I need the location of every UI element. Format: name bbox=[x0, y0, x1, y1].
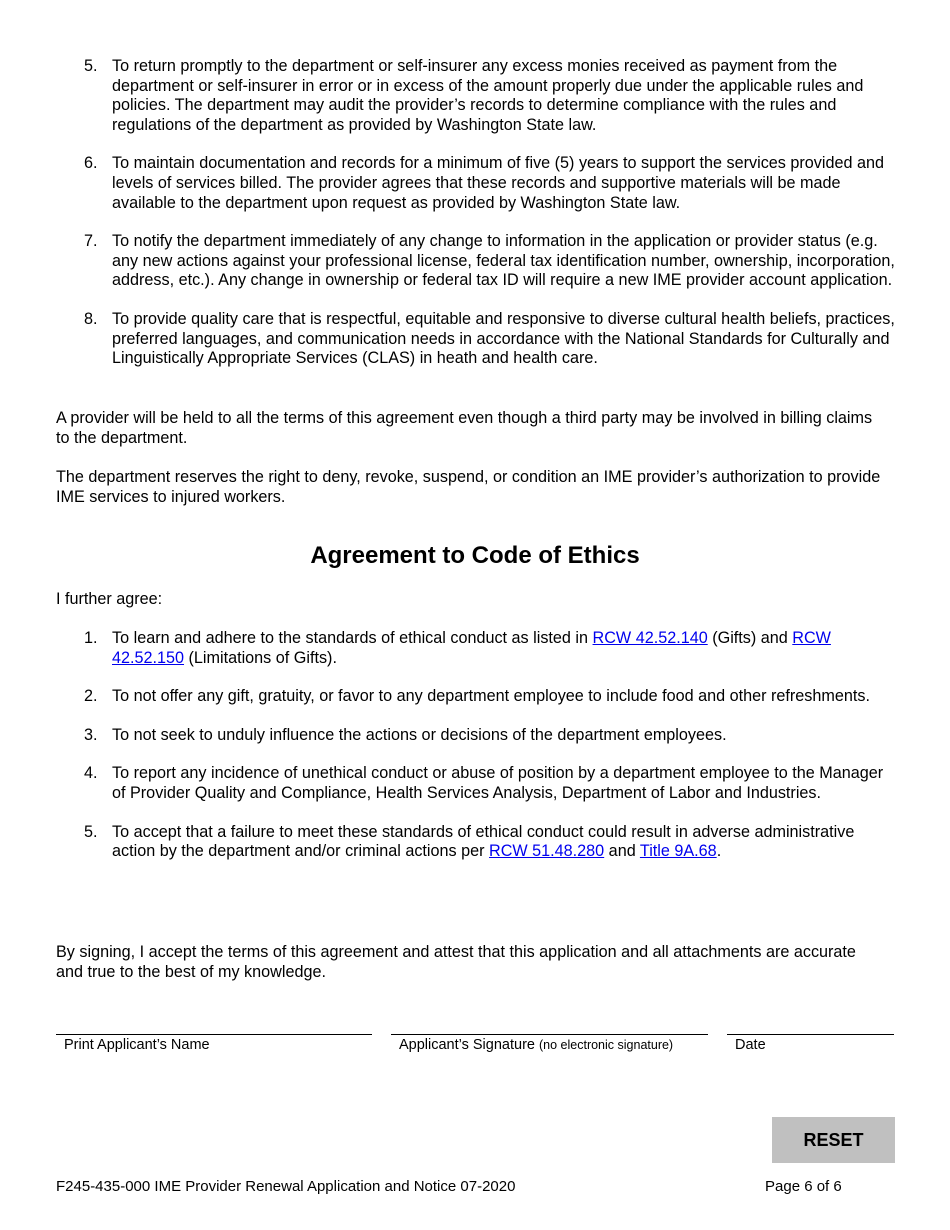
list-text: To return promptly to the department or self-insurer any excess monies received as payment from the department or self-insurer in error or in excess of the amount properly due under the applicable rules and policies. The department may audit the provider’s records to determine compliance with the rules and regulations of the department as provided by Washington State law. bbox=[112, 57, 864, 134]
third-party-paragraph: A provider will be held to all the terms of this agreement even though a third party may be involved in billing claims to the department. bbox=[56, 409, 873, 447]
date-field-label: Date bbox=[735, 1037, 766, 1053]
list-text: To learn and adhere to the standards of ethical conduct as listed in bbox=[112, 629, 593, 647]
page-number: Page 6 of 6 bbox=[765, 1178, 842, 1195]
name-field-label: Print Applicant’s Name bbox=[64, 1037, 210, 1053]
list-text: To maintain documentation and records for a minimum of five (5) years to support the services provided and levels of services billed. The provider agrees that these records and supportive materials will be made available to the department upon request as provided by Washington State law. bbox=[112, 154, 884, 212]
signature-label-text: Applicant’s Signature bbox=[399, 1037, 535, 1053]
list-text: To notify the department immediately of any change to information in the application or provider status (e.g. any new actions against your professional license, federal tax identification number, ownership, incorporation, address, etc.). Any change in ownership or federal tax ID will require a new IME provider account application. bbox=[112, 232, 895, 290]
title-9a-68-link[interactable]: Title 9A.68 bbox=[639, 842, 717, 861]
name-signature-line[interactable] bbox=[56, 1034, 372, 1035]
rcw-42-52-150-link[interactable]: RCW 42.52.150 bbox=[112, 629, 831, 667]
reserves-paragraph: The department reserves the right to deny, revoke, suspend, or condition an IME provider’s authorization to provide IME services to injured workers. bbox=[56, 468, 881, 506]
signature-line[interactable] bbox=[391, 1034, 708, 1035]
obligations-list bbox=[56, 57, 896, 369]
list-item bbox=[56, 629, 896, 668]
ethics-intro: I further agree: bbox=[56, 590, 163, 608]
list-number: 6. bbox=[84, 154, 98, 173]
list-number: 2. bbox=[84, 687, 98, 706]
list-item bbox=[56, 764, 896, 803]
list-number: 1. bbox=[84, 629, 98, 647]
list-number: 7. bbox=[84, 232, 98, 251]
list-item bbox=[56, 726, 896, 746]
signature-note: (no electronic signature) bbox=[539, 1038, 674, 1052]
rcw-51-48-280-link[interactable]: RCW 51.48.280 bbox=[489, 842, 605, 861]
list-item bbox=[56, 823, 896, 862]
list-text: (Limitations of Gifts). bbox=[184, 648, 337, 667]
list-number: 3. bbox=[84, 725, 98, 744]
list-text: To not offer any gift, gratuity, or favor to any department employee to include food and other refreshments. bbox=[112, 687, 870, 706]
list-text: To report any incidence of unethical conduct or abuse of position by a department employee to the Manager of Provider Quality and Compliance, Health Services Analysis, Department of Labor and Industries. bbox=[112, 764, 884, 802]
signature-field-label bbox=[399, 1036, 673, 1054]
list-number: 8. bbox=[84, 309, 98, 328]
form-id-footer: F245-435-000 IME Provider Renewal Application and Notice 07-2020 bbox=[56, 1178, 516, 1195]
list-text: . bbox=[716, 842, 722, 861]
list-text: and bbox=[604, 842, 640, 861]
list-text: To not seek to unduly influence the actions or decisions of the department employees. bbox=[112, 725, 727, 744]
ethics-list bbox=[56, 629, 896, 862]
list-item bbox=[56, 154, 896, 213]
ethics-heading: Agreement to Code of Ethics bbox=[310, 542, 640, 569]
list-text: To accept that a failure to meet these standards of ethical conduct could result in adverse administrative action by the department and/or criminal actions per bbox=[112, 822, 855, 861]
date-line[interactable] bbox=[727, 1034, 894, 1035]
list-number: 5. bbox=[84, 822, 98, 841]
list-text: To provide quality care that is respectful, equitable and responsive to diverse cultural health beliefs, practices, preferred languages, and communication needs in accordance with the National Standards for Culturally and Linguistically Appropriate Services (CLAS) in heath and health care. bbox=[112, 309, 895, 368]
list-item bbox=[56, 687, 896, 707]
attest-paragraph: By signing, I accept the terms of this agreement and attest that this application and all attachments are accurate and true to the best of my knowledge. bbox=[56, 943, 856, 981]
list-item bbox=[56, 57, 896, 135]
list-item bbox=[56, 232, 896, 291]
reset-button[interactable]: RESET bbox=[772, 1117, 895, 1163]
list-item bbox=[56, 310, 896, 369]
list-number: 4. bbox=[84, 764, 98, 783]
list-text: (Gifts) and bbox=[707, 629, 793, 647]
list-number: 5. bbox=[84, 57, 98, 75]
rcw-42-52-140-link[interactable]: RCW 42.52.140 bbox=[592, 629, 708, 647]
